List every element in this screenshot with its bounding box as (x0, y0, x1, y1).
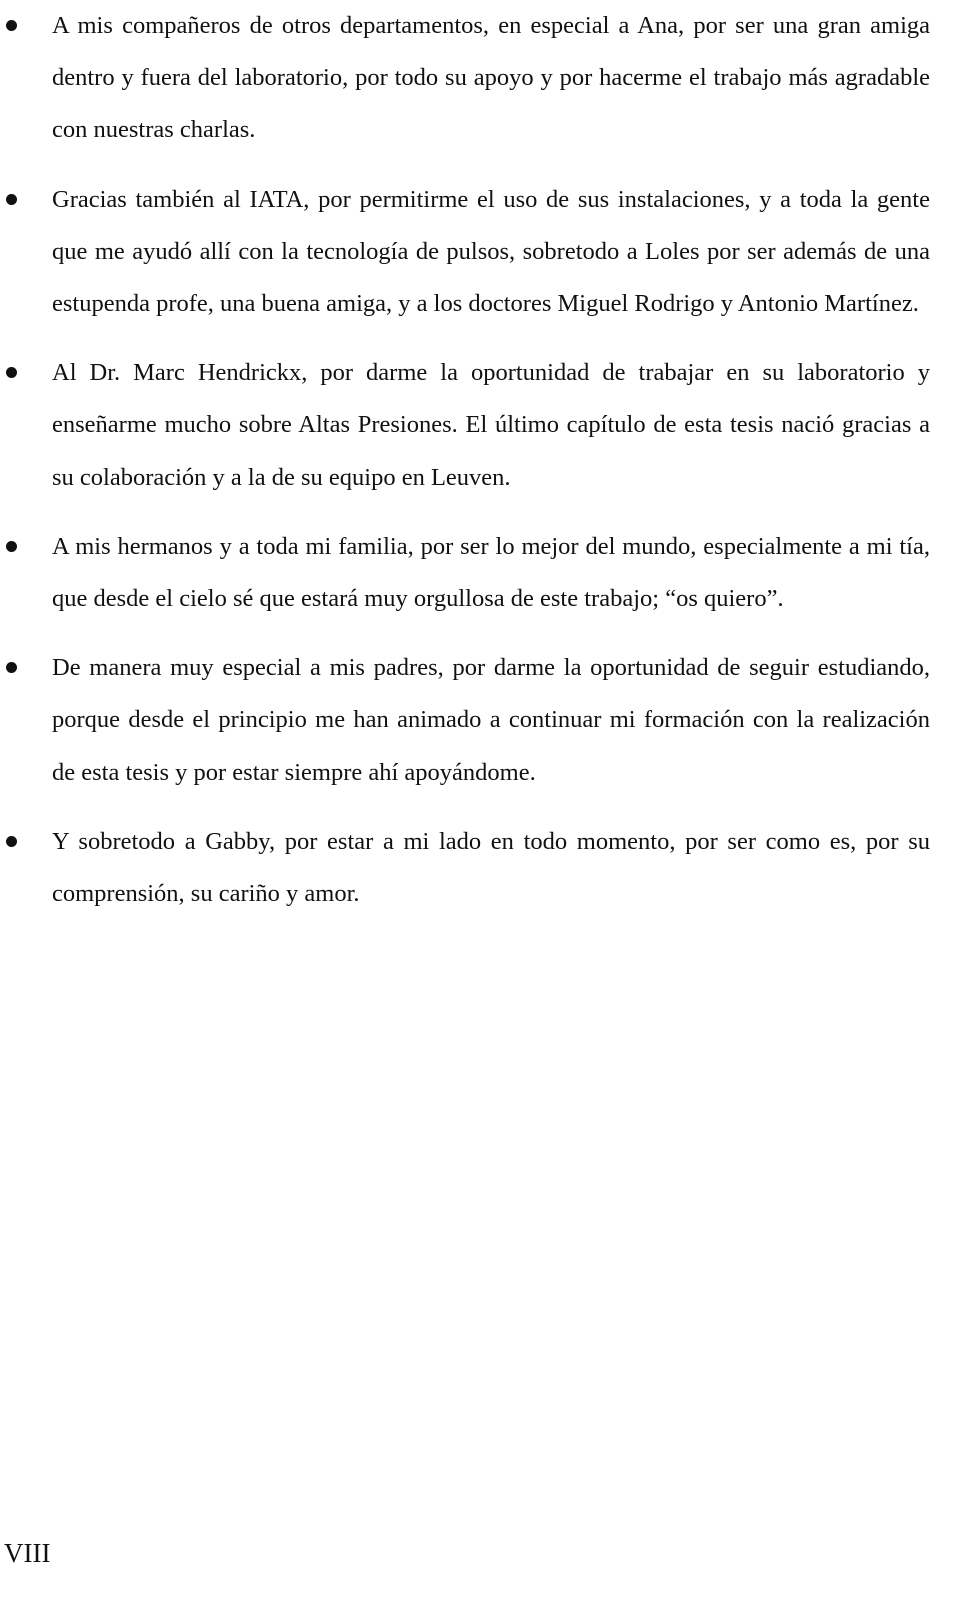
list-item (0, 174, 960, 331)
list-item-text: De manera muy especial a mis padres, por darme la oportunidad de seguir estudiando, porque desde el principio me han animado a continuar mi formación con la realización de esta tesis y por estar siempre ahí apoyándome. (52, 654, 930, 786)
list-item-text: A mis hermanos y a toda mi familia, por ser lo mejor del mundo, especialmente a mi tía, que desde el cielo sé que estará muy orgullosa de este trabajo; “os quiero”. (52, 532, 930, 613)
list-item-text: Al Dr. Marc Hendrickx, por darme la oportunidad de trabajar en su laboratorio y enseñarme mucho sobre Altas Presiones. El último capítulo de esta tesis nació gracias a su colaboración y a la de su equipo en Leuven. (52, 359, 930, 491)
bullet-icon (6, 836, 17, 847)
bullet-icon (6, 541, 17, 552)
bullet-icon (6, 367, 17, 378)
list-item-text: Gracias también al IATA, por permitirme el uso de sus instalaciones, y a toda la gente que me ayudó allí con la tecnología de pulsos, sobretodo a Loles por ser además de una estupenda profe, una buena amiga, y a los doctores Miguel Rodrigo y Antonio Martínez. (52, 185, 930, 318)
bullet-icon (6, 662, 17, 673)
list-item-text: A mis compañeros de otros departamentos, en especial a Ana, por ser una gran amiga dentro y fuera del laboratorio, por todo su apoyo y por hacerme el trabajo más agradable con nuestras charlas. (52, 12, 930, 144)
bullet-icon (6, 20, 17, 31)
list-item-text: Y sobretodo a Gabby, por estar a mi lado en todo momento, por ser como es, por su comprensión, su cariño y amor. (52, 827, 930, 908)
bullet-icon (6, 194, 17, 205)
page-number: VIII (4, 1538, 51, 1568)
list-item (0, 816, 960, 920)
list-item (0, 0, 960, 157)
list-item (0, 642, 960, 799)
list-item (0, 521, 960, 625)
list-item (0, 347, 960, 504)
